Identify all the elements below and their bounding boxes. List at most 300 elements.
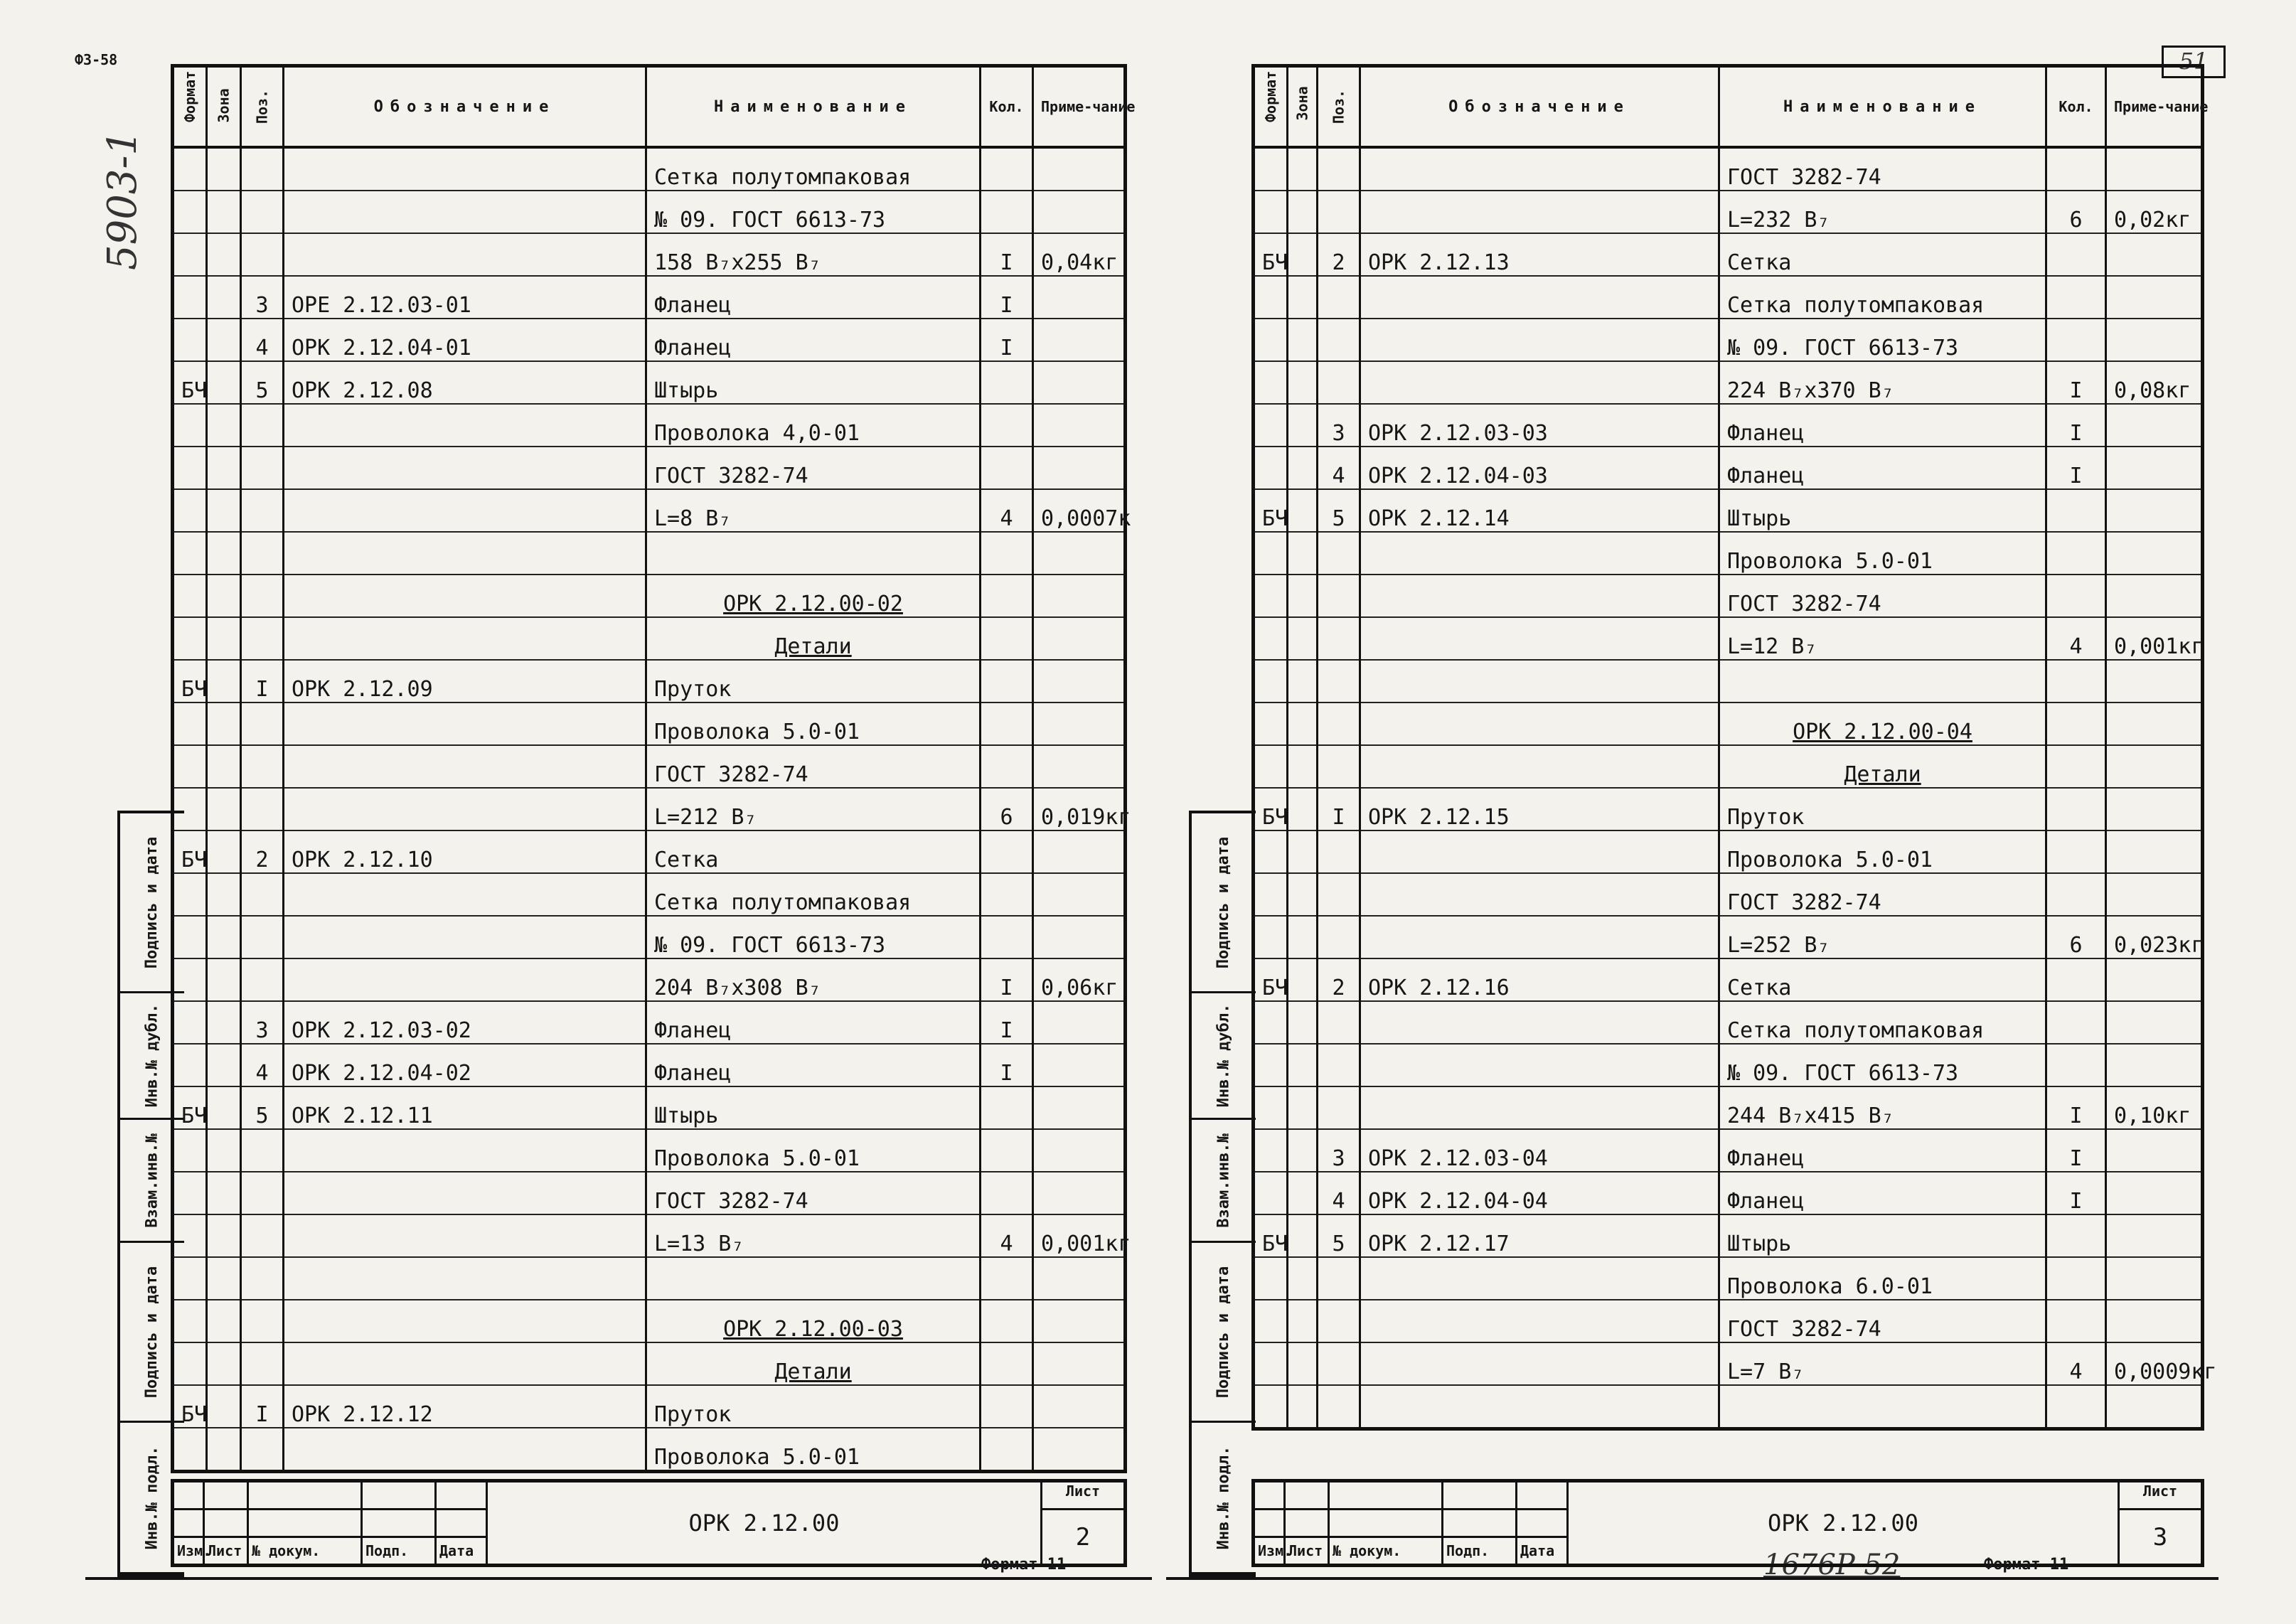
qty-cell: 6 bbox=[2046, 191, 2106, 233]
format-label-left: Формат 11 bbox=[981, 1556, 1067, 1574]
note-cell bbox=[1033, 191, 1126, 233]
stamp-cell bbox=[248, 1481, 362, 1510]
zone-cell bbox=[1288, 745, 1318, 788]
format-cell: БЧ bbox=[173, 361, 207, 404]
name-cell: 244 В₇х415 В₇ bbox=[1719, 1086, 2046, 1129]
name-cell: ГОСТ 3282-74 bbox=[646, 447, 981, 489]
qty-cell bbox=[2046, 958, 2106, 1001]
pos-cell bbox=[241, 532, 284, 575]
note-cell bbox=[1033, 703, 1126, 745]
table-row bbox=[1254, 958, 2203, 1001]
designation-cell: ОРК 2.12.04-04 bbox=[1360, 1172, 1719, 1214]
format-cell bbox=[1254, 447, 1288, 489]
note-cell bbox=[2106, 1214, 2203, 1257]
note-cell bbox=[2106, 1257, 2203, 1300]
designation-cell bbox=[1360, 532, 1719, 575]
pos-cell bbox=[1318, 1086, 1360, 1129]
table-row bbox=[173, 873, 1126, 916]
table-row bbox=[1254, 788, 2203, 830]
spec-header-row bbox=[1254, 66, 2203, 148]
note-cell bbox=[2106, 276, 2203, 319]
table-row bbox=[1254, 1129, 2203, 1172]
col-pos-label: Поз. bbox=[253, 89, 271, 124]
pos-cell bbox=[241, 191, 284, 233]
col-format-label: Формат bbox=[1262, 70, 1279, 122]
zone-cell bbox=[1288, 703, 1318, 745]
table-row bbox=[1254, 617, 2203, 660]
zone-cell bbox=[1288, 1086, 1318, 1129]
note-cell bbox=[2106, 873, 2203, 916]
name-cell: Фланец bbox=[646, 1044, 981, 1086]
qty-cell bbox=[2046, 1300, 2106, 1342]
designation-cell bbox=[284, 191, 646, 233]
format-cell bbox=[1254, 1044, 1288, 1086]
table-row bbox=[1254, 830, 2203, 873]
pos-cell bbox=[241, 447, 284, 489]
pos-cell bbox=[241, 1342, 284, 1385]
name-cell: ОРК 2.12.00-02 bbox=[646, 575, 981, 617]
col-zone-label: Зона bbox=[215, 88, 233, 123]
note-cell bbox=[1033, 447, 1126, 489]
table-row bbox=[173, 447, 1126, 489]
qty-cell bbox=[2046, 788, 2106, 830]
pos-cell: 3 bbox=[1318, 404, 1360, 447]
title-designation: ОРК 2.12.00 bbox=[487, 1481, 1042, 1566]
sidebar-cell bbox=[1192, 1423, 1256, 1574]
sidebar-label: Взам.инв.№ bbox=[143, 1133, 161, 1228]
note-cell bbox=[1033, 1428, 1126, 1472]
designation-cell: ОРК 2.12.15 bbox=[1360, 788, 1719, 830]
format-cell bbox=[1254, 745, 1288, 788]
table-row bbox=[1254, 745, 2203, 788]
format-cell bbox=[1254, 532, 1288, 575]
designation-cell: ОРК 2.12.04-01 bbox=[284, 319, 646, 361]
qty-cell bbox=[981, 873, 1033, 916]
zone-cell bbox=[207, 1342, 241, 1385]
note-cell bbox=[1033, 532, 1126, 575]
zone-cell bbox=[1288, 233, 1318, 276]
outer-frame-left bbox=[85, 1577, 1152, 1580]
sheet-label: Лист bbox=[2119, 1481, 2203, 1510]
col-note: Приме-чание bbox=[1033, 66, 1126, 148]
designation-cell bbox=[284, 1428, 646, 1472]
designation-cell: ОРК 2.12.10 bbox=[284, 830, 646, 873]
table-row bbox=[1254, 447, 2203, 489]
zone-cell bbox=[207, 1385, 241, 1428]
qty-cell: 6 bbox=[981, 788, 1033, 830]
name-cell: ГОСТ 3282-74 bbox=[1719, 575, 2046, 617]
name-cell: L=12 В₇ bbox=[1719, 617, 2046, 660]
note-cell: 0,02кг bbox=[2106, 191, 2203, 233]
col-name: Наименование bbox=[646, 66, 981, 148]
zone-cell bbox=[1288, 532, 1318, 575]
col-zone bbox=[1288, 66, 1318, 148]
format-cell bbox=[1254, 1385, 1288, 1429]
pos-cell bbox=[241, 958, 284, 1001]
spec-table-left bbox=[171, 64, 1136, 1473]
format-cell bbox=[173, 617, 207, 660]
pos-cell bbox=[1318, 319, 1360, 361]
name-cell: Проволока 4,0-01 bbox=[646, 404, 981, 447]
stamp-cell bbox=[436, 1481, 487, 1510]
format-cell bbox=[173, 147, 207, 191]
qty-cell bbox=[981, 1086, 1033, 1129]
pos-cell bbox=[241, 1129, 284, 1172]
qty-cell: I bbox=[2046, 1172, 2106, 1214]
pos-cell bbox=[1318, 276, 1360, 319]
format-cell bbox=[1254, 1172, 1288, 1214]
designation-cell bbox=[1360, 745, 1719, 788]
pos-cell: 5 bbox=[241, 1086, 284, 1129]
name-cell: Проволока 5.0-01 bbox=[1719, 532, 2046, 575]
note-cell bbox=[2106, 745, 2203, 788]
note-cell bbox=[2106, 1044, 2203, 1086]
sidebar-left bbox=[117, 811, 184, 1577]
pos-cell: 3 bbox=[1318, 1129, 1360, 1172]
col-format bbox=[1254, 66, 1288, 148]
note-cell bbox=[1033, 1129, 1126, 1172]
note-cell bbox=[2106, 660, 2203, 703]
designation-cell bbox=[1360, 191, 1719, 233]
note-cell bbox=[1033, 147, 1126, 191]
note-cell bbox=[1033, 1300, 1126, 1342]
table-row bbox=[173, 1044, 1126, 1086]
format-cell bbox=[1254, 830, 1288, 873]
zone-cell bbox=[1288, 489, 1318, 532]
note-cell: 0,08кг bbox=[2106, 361, 2203, 404]
sidebar-cell bbox=[1192, 813, 1256, 993]
designation-cell bbox=[284, 916, 646, 958]
sidebar-label: Инв.№ дубл. bbox=[143, 1003, 161, 1108]
stamp-label-date: Дата bbox=[1517, 1537, 1568, 1566]
qty-cell bbox=[2046, 873, 2106, 916]
table-row bbox=[173, 1214, 1126, 1257]
note-cell: 0,06кг bbox=[1033, 958, 1126, 1001]
title-designation: ОРК 2.12.00 bbox=[1568, 1481, 2119, 1566]
pos-cell: 3 bbox=[241, 1001, 284, 1044]
table-row bbox=[173, 191, 1126, 233]
zone-cell bbox=[207, 788, 241, 830]
col-zone-label: Зона bbox=[1293, 86, 1311, 121]
stamp-cell bbox=[1329, 1481, 1443, 1510]
note-cell bbox=[2106, 489, 2203, 532]
stamp-label-sign: Подп. bbox=[1443, 1537, 1517, 1566]
note-cell: 0,001кг bbox=[1033, 1214, 1126, 1257]
pos-cell: I bbox=[1318, 788, 1360, 830]
pos-cell bbox=[241, 703, 284, 745]
sidebar-cell bbox=[1192, 1120, 1256, 1243]
qty-cell: 4 bbox=[981, 1214, 1033, 1257]
table-row bbox=[1254, 1257, 2203, 1300]
name-cell: Пруток bbox=[646, 1385, 981, 1428]
sidebar-label: Инв.№ подл. bbox=[143, 1446, 161, 1549]
designation-cell: ОРК 2.12.16 bbox=[1360, 958, 1719, 1001]
zone-cell bbox=[207, 191, 241, 233]
pos-cell bbox=[241, 1172, 284, 1214]
note-cell bbox=[2106, 575, 2203, 617]
table-row bbox=[173, 788, 1126, 830]
zone-cell bbox=[207, 1428, 241, 1472]
handwritten-margin-number: 5903-1 bbox=[100, 129, 146, 270]
designation-cell bbox=[1360, 1257, 1719, 1300]
table-row bbox=[173, 1129, 1126, 1172]
zone-cell bbox=[1288, 191, 1318, 233]
name-cell: 204 В₇х308 В₇ bbox=[646, 958, 981, 1001]
note-cell bbox=[1033, 319, 1126, 361]
spec-body-left bbox=[173, 147, 1131, 1472]
designation-cell bbox=[284, 404, 646, 447]
zone-cell bbox=[207, 703, 241, 745]
table-row bbox=[173, 958, 1126, 1001]
note-cell bbox=[1033, 575, 1126, 617]
format-cell bbox=[1254, 1342, 1288, 1385]
designation-cell bbox=[284, 147, 646, 191]
name-cell bbox=[646, 1257, 981, 1300]
format-cell bbox=[1254, 1129, 1288, 1172]
pos-cell: 5 bbox=[1318, 1214, 1360, 1257]
format-cell bbox=[1254, 916, 1288, 958]
designation-cell bbox=[284, 1129, 646, 1172]
name-cell: Проволока 5.0-01 bbox=[1719, 830, 2046, 873]
zone-cell bbox=[207, 404, 241, 447]
pos-cell bbox=[1318, 1001, 1360, 1044]
qty-cell bbox=[981, 830, 1033, 873]
table-row bbox=[173, 147, 1126, 191]
format-cell: БЧ bbox=[173, 830, 207, 873]
format-cell bbox=[1254, 1257, 1288, 1300]
format-cell bbox=[1254, 1300, 1288, 1342]
name-cell bbox=[646, 532, 981, 575]
designation-cell bbox=[1360, 1300, 1719, 1342]
name-cell: Штырь bbox=[646, 1086, 981, 1129]
pos-cell bbox=[241, 1428, 284, 1472]
stamp-cell bbox=[1443, 1481, 1517, 1510]
name-cell: ГОСТ 3282-74 bbox=[1719, 1300, 2046, 1342]
col-zone bbox=[207, 66, 241, 148]
page-number-text: 51 bbox=[2179, 48, 2209, 75]
table-row bbox=[1254, 1342, 2203, 1385]
pos-cell bbox=[241, 873, 284, 916]
stamp-cell bbox=[1285, 1510, 1329, 1537]
qty-cell: I bbox=[2046, 361, 2106, 404]
designation-cell: ОРК 2.12.14 bbox=[1360, 489, 1719, 532]
pos-cell: 5 bbox=[1318, 489, 1360, 532]
title-block-left bbox=[171, 1479, 1127, 1567]
table-row bbox=[173, 532, 1126, 575]
note-cell bbox=[1033, 660, 1126, 703]
designation-cell bbox=[284, 1214, 646, 1257]
pos-cell: 4 bbox=[1318, 447, 1360, 489]
format-cell bbox=[173, 532, 207, 575]
note-cell bbox=[2106, 1001, 2203, 1044]
table-row bbox=[173, 404, 1126, 447]
table-row bbox=[173, 830, 1126, 873]
stamp-label-izm: Изм. bbox=[1254, 1537, 1285, 1566]
table-row bbox=[1254, 1044, 2203, 1086]
qty-cell bbox=[2046, 1385, 2106, 1429]
stamp-label-izm: Изм. bbox=[173, 1537, 204, 1566]
table-row bbox=[1254, 660, 2203, 703]
format-cell bbox=[173, 319, 207, 361]
col-pos-label: Поз. bbox=[1330, 89, 1347, 124]
stamp-cell bbox=[1443, 1510, 1517, 1537]
table-row bbox=[1254, 532, 2203, 575]
note-cell bbox=[2106, 1172, 2203, 1214]
sheet-right bbox=[1251, 64, 2217, 1559]
note-cell bbox=[2106, 404, 2203, 447]
qty-cell: 4 bbox=[2046, 1342, 2106, 1385]
designation-cell bbox=[1360, 660, 1719, 703]
pos-cell bbox=[1318, 703, 1360, 745]
qty-cell bbox=[981, 532, 1033, 575]
col-name: Наименование bbox=[1719, 66, 2046, 148]
zone-cell bbox=[1288, 575, 1318, 617]
format-cell: БЧ bbox=[1254, 233, 1288, 276]
note-cell bbox=[1033, 1342, 1126, 1385]
format-cell bbox=[1254, 575, 1288, 617]
format-cell bbox=[1254, 147, 1288, 191]
designation-cell bbox=[284, 1257, 646, 1300]
zone-cell bbox=[1288, 1300, 1318, 1342]
format-cell bbox=[1254, 191, 1288, 233]
table-row bbox=[1254, 233, 2203, 276]
note-cell bbox=[1033, 1044, 1126, 1086]
zone-cell bbox=[207, 1172, 241, 1214]
spec-header-row bbox=[173, 66, 1126, 148]
name-cell: ГОСТ 3282-74 bbox=[1719, 873, 2046, 916]
designation-cell bbox=[284, 958, 646, 1001]
format-cell bbox=[173, 745, 207, 788]
table-row bbox=[1254, 873, 2203, 916]
stamp-cell bbox=[1254, 1510, 1285, 1537]
note-cell bbox=[1033, 1385, 1126, 1428]
table-row bbox=[1254, 276, 2203, 319]
note-cell bbox=[2106, 788, 2203, 830]
note-cell bbox=[2106, 958, 2203, 1001]
qty-cell: I bbox=[2046, 447, 2106, 489]
pos-cell bbox=[241, 147, 284, 191]
table-row bbox=[1254, 404, 2203, 447]
pos-cell: 5 bbox=[241, 361, 284, 404]
sidebar-label: Инв.№ дубл. bbox=[1214, 1003, 1233, 1108]
format-cell bbox=[1254, 703, 1288, 745]
zone-cell bbox=[207, 916, 241, 958]
designation-cell: ОРК 2.12.03-02 bbox=[284, 1001, 646, 1044]
name-cell: Проволока 5.0-01 bbox=[646, 1129, 981, 1172]
qty-cell bbox=[981, 617, 1033, 660]
format-cell bbox=[1254, 1086, 1288, 1129]
note-cell bbox=[1033, 916, 1126, 958]
pos-cell bbox=[1318, 147, 1360, 191]
name-cell: Детали bbox=[646, 1342, 981, 1385]
zone-cell bbox=[207, 958, 241, 1001]
qty-cell: 4 bbox=[981, 489, 1033, 532]
format-cell bbox=[1254, 873, 1288, 916]
stamp-cell bbox=[204, 1481, 248, 1510]
zone-cell bbox=[1288, 447, 1318, 489]
pos-cell bbox=[1318, 1385, 1360, 1429]
sidebar-cell bbox=[1192, 1243, 1256, 1423]
zone-cell bbox=[207, 830, 241, 873]
table-row bbox=[173, 1342, 1126, 1385]
designation-cell: ОРЕ 2.12.03-01 bbox=[284, 276, 646, 319]
pos-cell: 4 bbox=[241, 1044, 284, 1086]
qty-cell bbox=[2046, 1044, 2106, 1086]
format-cell: БЧ bbox=[1254, 788, 1288, 830]
qty-cell bbox=[981, 1385, 1033, 1428]
designation-cell bbox=[1360, 1044, 1719, 1086]
qty-cell bbox=[2046, 319, 2106, 361]
table-row bbox=[173, 233, 1126, 276]
col-qty: Кол. bbox=[2046, 66, 2106, 148]
designation-cell: ОРК 2.12.13 bbox=[1360, 233, 1719, 276]
sidebar-cell bbox=[1192, 993, 1256, 1120]
designation-cell bbox=[1360, 1385, 1719, 1429]
designation-cell: ОРК 2.12.08 bbox=[284, 361, 646, 404]
pos-cell bbox=[241, 916, 284, 958]
qty-cell bbox=[981, 447, 1033, 489]
zone-cell bbox=[1288, 276, 1318, 319]
qty-cell bbox=[981, 191, 1033, 233]
designation-cell bbox=[284, 532, 646, 575]
designation-cell bbox=[284, 617, 646, 660]
pos-cell: 4 bbox=[1318, 1172, 1360, 1214]
name-cell: L=232 В₇ bbox=[1719, 191, 2046, 233]
name-cell: L=7 В₇ bbox=[1719, 1342, 2046, 1385]
format-cell bbox=[173, 489, 207, 532]
name-cell: Проволока 5.0-01 bbox=[646, 703, 981, 745]
qty-cell bbox=[2046, 830, 2106, 873]
stamp-cell bbox=[1254, 1481, 1285, 1510]
table-row bbox=[173, 361, 1126, 404]
name-cell: № 09. ГОСТ 6613-73 bbox=[1719, 1044, 2046, 1086]
pos-cell: 3 bbox=[241, 276, 284, 319]
col-pos bbox=[241, 66, 284, 148]
name-cell: ОРК 2.12.00-04 bbox=[1719, 703, 2046, 745]
name-cell: № 09. ГОСТ 6613-73 bbox=[1719, 319, 2046, 361]
note-cell bbox=[2106, 1129, 2203, 1172]
sheet-number: 2 bbox=[1042, 1510, 1126, 1566]
qty-cell bbox=[981, 147, 1033, 191]
zone-cell bbox=[1288, 147, 1318, 191]
zone-cell bbox=[207, 1001, 241, 1044]
stamp-cell bbox=[204, 1510, 248, 1537]
pos-cell bbox=[241, 575, 284, 617]
designation-cell bbox=[1360, 147, 1719, 191]
stamp-cell bbox=[362, 1481, 436, 1510]
zone-cell bbox=[1288, 660, 1318, 703]
sidebar-label: Подпись и дата bbox=[1214, 1266, 1233, 1398]
name-cell: Фланец bbox=[646, 319, 981, 361]
designation-cell bbox=[1360, 916, 1719, 958]
table-row bbox=[173, 1172, 1126, 1214]
pos-cell bbox=[241, 788, 284, 830]
note-cell: 0,0007к bbox=[1033, 489, 1126, 532]
qty-cell: I bbox=[981, 233, 1033, 276]
table-row bbox=[1254, 703, 2203, 745]
name-cell: № 09. ГОСТ 6613-73 bbox=[646, 916, 981, 958]
note-cell bbox=[2106, 447, 2203, 489]
stamp-label-list: Лист bbox=[1285, 1537, 1329, 1566]
zone-cell bbox=[207, 361, 241, 404]
note-cell bbox=[2106, 319, 2203, 361]
pos-cell bbox=[241, 1257, 284, 1300]
designation-cell bbox=[1360, 1001, 1719, 1044]
format-label-right: Формат 11 bbox=[1984, 1556, 2069, 1574]
table-row bbox=[173, 745, 1126, 788]
qty-cell bbox=[981, 1257, 1033, 1300]
name-cell: Сетка полутомпаковая bbox=[646, 147, 981, 191]
